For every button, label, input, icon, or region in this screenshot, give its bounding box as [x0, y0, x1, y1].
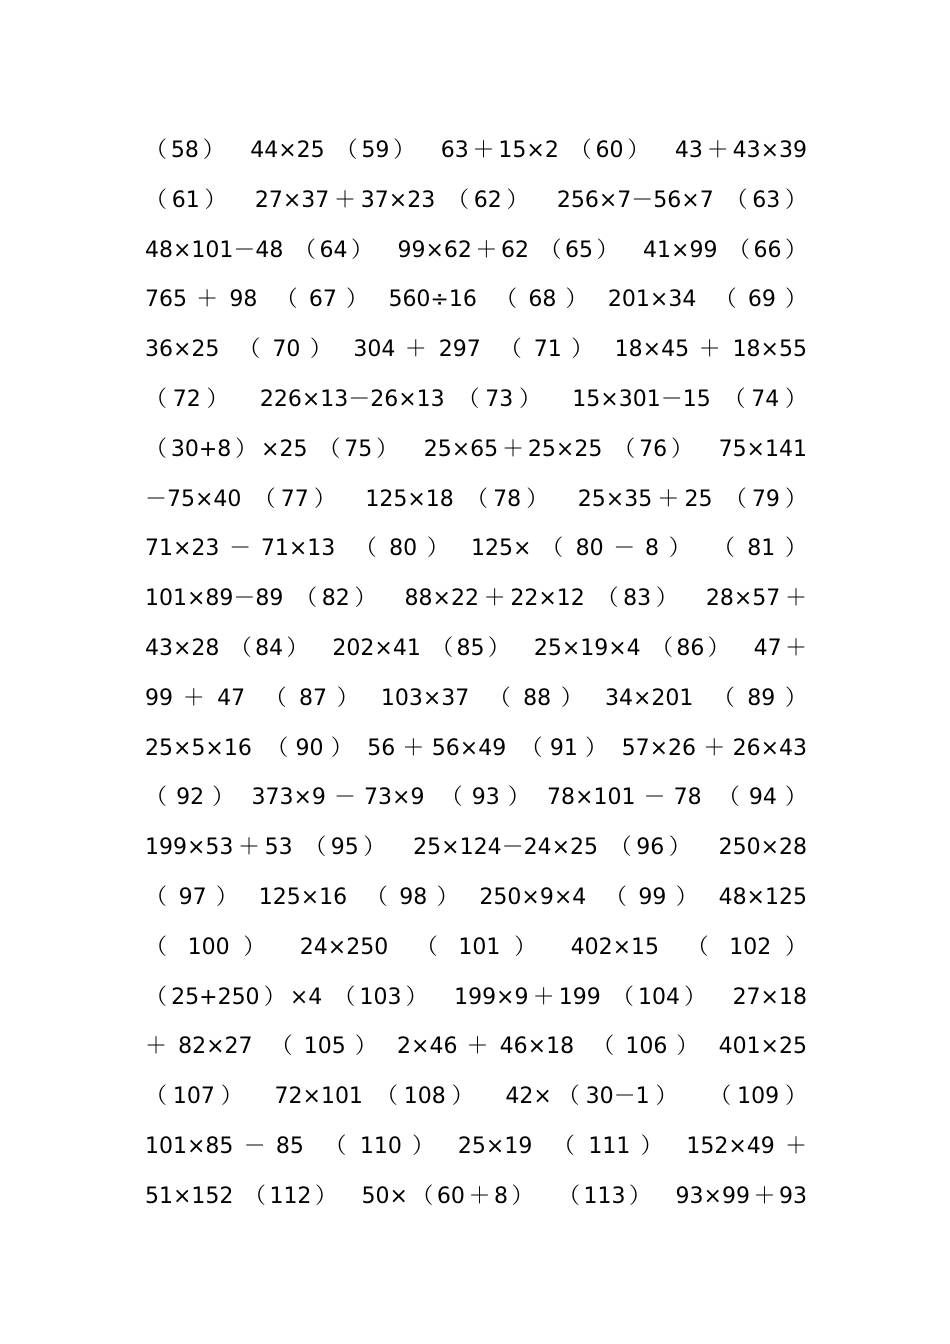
text-line: （72） 226×13－26×13 （73） 15×301－15 （74） [145, 386, 807, 412]
text-line: （25+250）×4 （103） 199×9＋199 （104） 27×18 [145, 984, 807, 1010]
text-line: （ 92 ） 373×9 － 73×9 （ 93 ） 78×101 － 78 （ 94 ） [145, 785, 807, 811]
text-line: 101×85 － 85 （ 110 ） 25×19 （ 111 ） 152×49 ＋ [145, 1133, 807, 1159]
text-line: 43×28 （84） 202×41 （85） 25×19×4 （86） 47＋ [145, 635, 807, 661]
text-line: 101×89－89 （82） 88×22＋22×12 （83） 28×57＋ [145, 586, 807, 612]
text-line: （61） 27×37＋37×23 （62） 256×7－56×7 （63） [145, 187, 807, 213]
text-line: 48×101－48 （64） 99×62＋62 （65） 41×99 （66） [145, 237, 807, 263]
text-line: （30+8）×25 （75） 25×65＋25×25 （76） 75×141 [145, 436, 807, 462]
text-line: （ 100 ） 24×250 （ 101 ） 402×15 （ 102 ） [145, 934, 807, 960]
text-line: 36×25 （ 70 ） 304 ＋ 297 （ 71 ） 18×45 ＋ 18×55 [145, 337, 807, 363]
text-line: 765 ＋ 98 （ 67 ） 560÷16 （ 68 ） 201×34 （ 69 ） [145, 287, 807, 313]
arithmetic-exercise-text [145, 126, 807, 1222]
text-line: ＋ 82×27 （ 105 ） 2×46 ＋ 46×18 （ 106 ） 401×25 [145, 1034, 807, 1060]
text-line: （ 97 ） 125×16 （ 98 ） 250×9×4 （ 99 ） 48×125 [145, 884, 807, 910]
text-line: 199×53＋53 （95） 25×124－24×25 （96） 250×28 [145, 835, 807, 861]
text-line: 99 ＋ 47 （ 87 ） 103×37 （ 88 ） 34×201 （ 89 ） [145, 685, 807, 711]
text-line: 71×23 － 71×13 （ 80 ） 125× （ 80 － 8 ） （ 81 ） [145, 536, 807, 562]
text-line: －75×40 （77） 125×18 （78） 25×35＋25 （79） [145, 486, 807, 512]
text-line: （58） 44×25 （59） 63＋15×2 （60） 43＋43×39 [145, 138, 807, 163]
text-line: 51×152 （112） 50×（60＋8） （113） 93×99＋93 [145, 1183, 807, 1209]
text-line: 25×5×16 （ 90 ） 56 ＋ 56×49 （ 91 ） 57×26 ＋ 26×43 [145, 735, 807, 761]
text-line: （107） 72×101 （108） 42×（30－1） （109） [145, 1084, 807, 1110]
